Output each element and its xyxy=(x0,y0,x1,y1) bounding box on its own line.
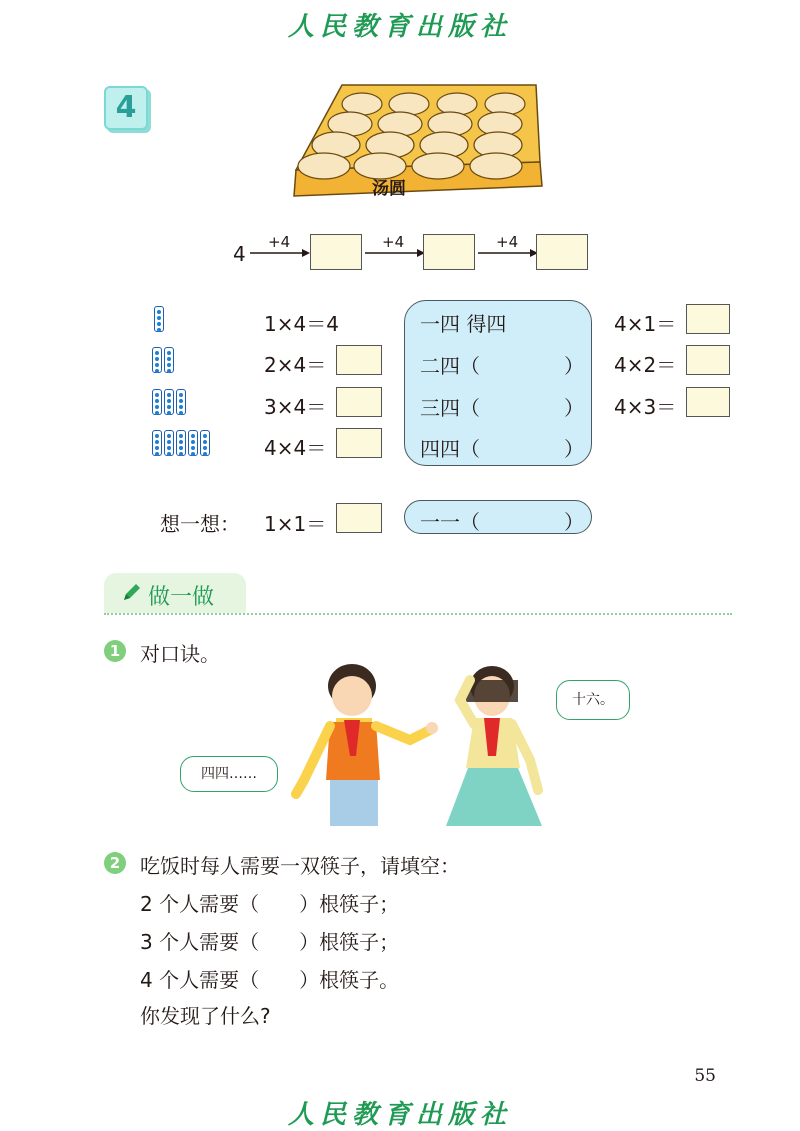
example-number-badge: 4 xyxy=(104,86,148,130)
step-label: +4 xyxy=(268,233,291,251)
divider xyxy=(104,613,732,615)
think-label: 想一想： xyxy=(160,512,240,536)
step-label: +4 xyxy=(382,233,405,251)
mnemonic-3: 三四（ xyxy=(420,396,480,420)
step-label: +4 xyxy=(496,233,519,251)
close-paren: ） xyxy=(564,437,584,461)
sequence-start: 4 xyxy=(233,242,246,266)
right-equation-2: 4×2＝ xyxy=(614,353,677,377)
close-paren: ） xyxy=(564,396,584,420)
answer-box[interactable] xyxy=(336,387,382,417)
equation-3: 3×4＝ xyxy=(264,395,327,419)
question-2-line-1: 2 个人需要（ ）根筷子； xyxy=(140,892,400,916)
pencil-icon xyxy=(120,582,142,604)
mnemonic-2: 二四（ xyxy=(420,354,480,378)
question-number-1: 1 xyxy=(104,640,126,662)
tangyuan-tray-image xyxy=(292,82,548,200)
speech-bubble-girl: 十六。 xyxy=(556,680,630,720)
answer-box[interactable] xyxy=(686,304,730,334)
answer-box[interactable] xyxy=(336,345,382,375)
answer-box[interactable] xyxy=(310,234,362,270)
question-number-2: 2 xyxy=(104,852,126,874)
right-equation-3: 4×3＝ xyxy=(614,395,677,419)
close-paren: ） xyxy=(564,354,584,378)
close-paren: ） xyxy=(564,510,584,534)
right-equation-1: 4×1＝ xyxy=(614,312,677,336)
publisher-header: 人民教育出版社 xyxy=(287,12,512,42)
publisher-footer: 人民教育出版社 xyxy=(287,1100,512,1130)
mnemonic-1: 一四 得四 xyxy=(420,312,507,336)
equation-1: 1×4＝4 xyxy=(264,312,339,336)
page-number: 55 xyxy=(694,1066,716,1086)
think-mnemonic: 一一（ xyxy=(420,510,480,534)
speech-bubble-boy: 四四…… xyxy=(180,756,278,792)
think-equation: 1×1＝ xyxy=(264,512,327,536)
question-2-prompt: 你发现了什么? xyxy=(140,1004,271,1028)
practice-title: 做一做 xyxy=(148,585,215,610)
answer-box[interactable] xyxy=(423,234,475,270)
equation-4: 4×4＝ xyxy=(264,436,327,460)
mnemonic-4: 四四（ xyxy=(420,437,480,461)
tray-label: 汤圆 xyxy=(372,179,406,199)
answer-box[interactable] xyxy=(336,503,382,533)
question-1-text: 对口诀。 xyxy=(140,642,220,666)
answer-box[interactable] xyxy=(686,387,730,417)
children-illustration xyxy=(280,660,570,826)
question-2-line-2: 3 个人需要（ ）根筷子； xyxy=(140,930,400,954)
equation-2: 2×4＝ xyxy=(264,353,327,377)
question-2-text: 吃饭时每人需要一双筷子，请填空： xyxy=(140,854,460,878)
answer-box[interactable] xyxy=(336,428,382,458)
answer-box[interactable] xyxy=(686,345,730,375)
question-2-line-3: 4 个人需要（ ）根筷子。 xyxy=(140,968,400,992)
answer-box[interactable] xyxy=(536,234,588,270)
